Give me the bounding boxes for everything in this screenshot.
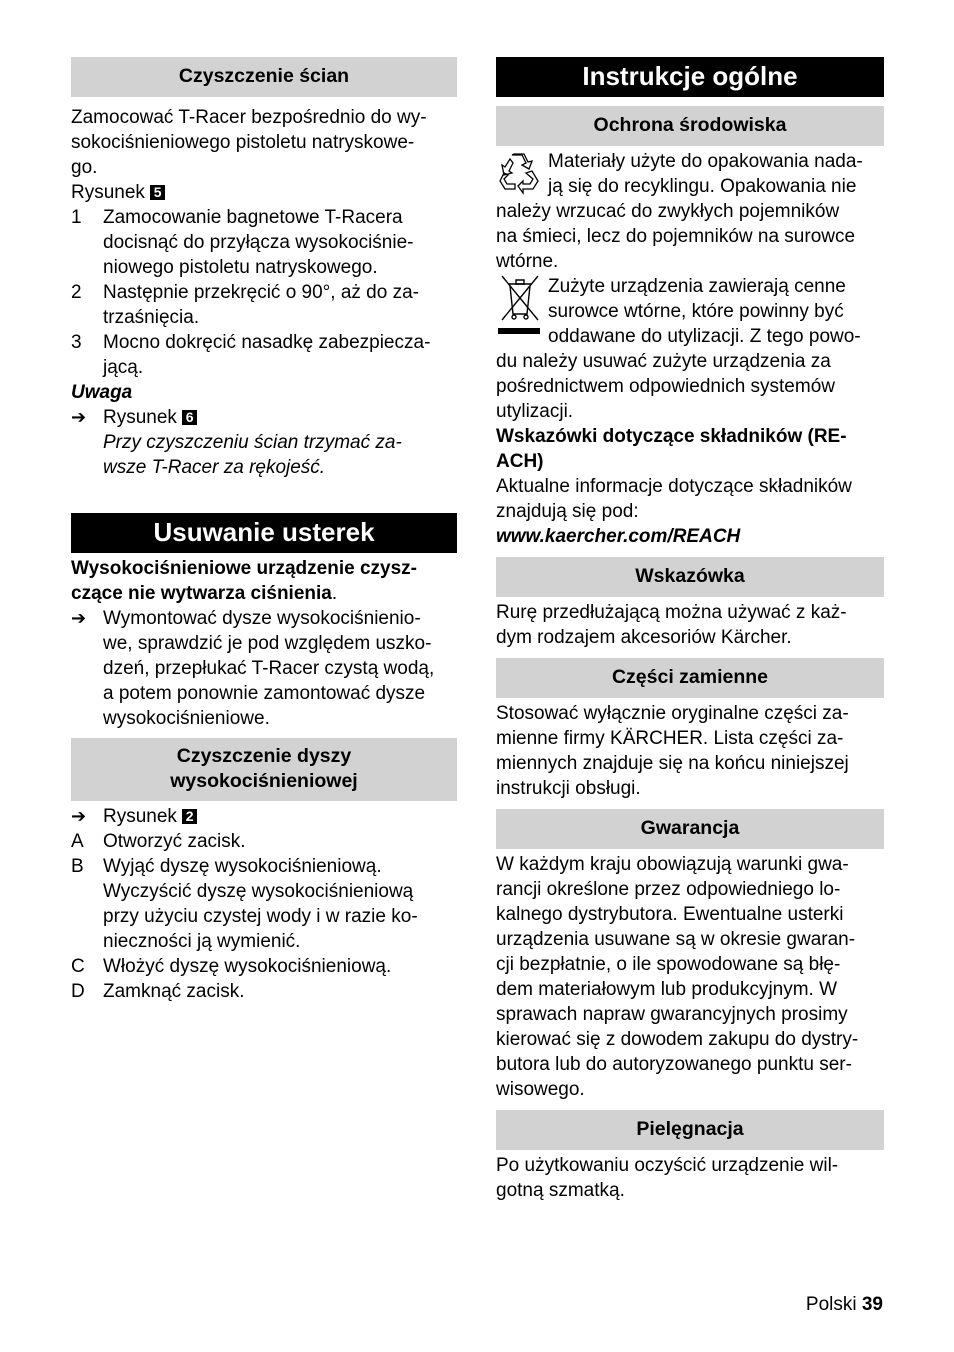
heading-warranty: Gwarancja [496, 809, 884, 849]
heading-care: Pielęgnacja [496, 1110, 884, 1150]
spare-parts-line: Stosować wyłącznie oryginalne części za- [496, 703, 849, 724]
warranty-line: kierować się z dowodem zakupu do dystry- [496, 1029, 859, 1050]
page-footer [806, 1294, 883, 1316]
warranty-line: wisowego. [496, 1079, 585, 1100]
step-2: 2 Następnie przekręcić o 90°, aż do za- trzaśnięcia. [71, 282, 419, 328]
nozzle-figure-ref: ➔ Rysunek 2 [71, 804, 457, 829]
step-b: B Wyjąć dyszę wysokociśnieniową. Wyczyścić dyszę wysokociśnieniową przy użyciu czystej wody i w razie ko- nieczności ją wymienić. [71, 856, 418, 952]
warranty-line: rancji określone przez odpowiedniego lo- [496, 879, 841, 900]
warranty-line: sprawach napraw gwarancyjnych prosimy [496, 1004, 848, 1025]
warranty-line: W każdym kraju obowiązują warunki gwa- [496, 854, 849, 875]
note-text: Przy czyszczeniu ścian trzymać za- wsze T-Racer za rękojeść. [103, 432, 402, 478]
arrow-right-icon: ➔ [71, 608, 87, 628]
intro-line: sokociśnieniowego pistoletu natryskowe- [71, 132, 415, 153]
footer-language: Polski [805, 1294, 857, 1315]
step-1: 1 Zamocowanie bagnetowe T-Racera docisnąć do przyłącza wysokociśnie- niowego pistoletu natryskowego. [71, 207, 414, 278]
step-c: C Włożyć dyszę wysokociśnieniową. [71, 956, 392, 977]
intro-line: go. [71, 157, 98, 178]
intro-line: Zamocować T-Racer bezpośrednio do wy- [71, 107, 427, 128]
warranty-line: cji bezpłatnie, o ile spowodowane są błę- [496, 954, 841, 975]
reach-text: Aktualne informacje dotyczące składników [496, 476, 852, 497]
spare-parts-line: instrukcji obsługi. [496, 778, 641, 799]
step-3: 3 Mocno dokręcić nasadkę zabezpiecza- jącą. [71, 332, 431, 378]
recycling-paragraph: Materiały użyte do opakowania nada- ją się do recyklingu. Opakowania nie należy wrzucać do zwykłych pojemników na śmieci, lecz do pojemników na surowce wtórne. [496, 151, 863, 272]
recycle-icon [496, 149, 544, 199]
figure-ref: Rysunek 5 [71, 180, 457, 205]
page-number: 39 [861, 1294, 883, 1315]
figure-number-box: 5 [150, 185, 165, 200]
warranty-line: dem materiałowym lub produkcyjnym. W [496, 979, 838, 1000]
spare-parts-line: mienne firmy KÄRCHER. Lista części za- [496, 728, 844, 749]
problem-line: Wysokociśnieniowe urządzenie czysz- [71, 558, 417, 579]
reach-heading: ACH) [496, 451, 544, 472]
care-line: Po użytkowaniu oczyścić urządzenie wil- [496, 1155, 839, 1176]
note-figure-ref: ➔ Rysunek 6 [71, 405, 457, 430]
left-column [71, 57, 457, 1004]
step-a: A Otworzyć zacisk. [71, 831, 246, 852]
heading-nozzle-cleaning: Czyszczenie dyszy wysokociśnieniowej [71, 738, 457, 801]
note-label: Uwaga [71, 382, 133, 403]
warranty-line: urządzenia usuwane są w okresie gwaran- [496, 929, 856, 950]
hint-line: dym rodzajem akcesoriów Kärcher. [496, 627, 792, 648]
heading-environment: Ochrona środowiska [496, 106, 884, 146]
care-line: gotną szmatką. [496, 1180, 625, 1201]
reach-link[interactable]: www.kaercher.com/REACH [496, 526, 741, 547]
warranty-line: butora lub do autoryzowanego punktu ser- [496, 1054, 852, 1075]
heading-troubleshooting: Usuwanie usterek [71, 513, 457, 553]
spare-parts-line: miennych znajduje się na końcu niniejszej [496, 753, 849, 774]
weee-paragraph: Zużyte urządzenia zawierają cenne surowce wtórne, które powinny być oddawane do utylizacji. Z tego powo- du należy usuwać zużyte urządzenia za pośrednictwem odpowiednich systemów utylizacji. [496, 276, 861, 422]
heading-hint: Wskazówka [496, 557, 884, 597]
crossed-bin-icon [496, 274, 544, 338]
figure-number-box: 6 [182, 410, 197, 425]
heading-general-instructions: Instrukcje ogólne [496, 57, 884, 97]
figure-number-box: 2 [182, 809, 197, 824]
warranty-line: kalnego dystrybutora. Ewentualne usterki [496, 904, 844, 925]
heading-cleaning-walls: Czyszczenie ścian [71, 57, 457, 97]
reach-heading: Wskazówki dotyczące składników (RE- [496, 426, 847, 447]
problem-line: czące nie wytwarza ciśnienia. [71, 583, 338, 604]
step-d: D Zamknąć zacisk. [71, 981, 245, 1002]
arrow-right-icon: ➔ [71, 806, 87, 826]
hint-line: Rurę przedłużającą można używać z każ- [496, 602, 847, 623]
reach-text: znajdują się pod: [496, 501, 639, 522]
remedy: ➔ Wymontować dysze wysokociśnienio- we, sprawdzić je pod względem uszko- dzeń, przepłukać T-Racer czystą wodą, a potem ponownie zamontować dysze wysokociśnieniowe. [71, 608, 435, 729]
heading-spare-parts: Części zamienne [496, 658, 884, 698]
right-column [496, 57, 884, 1203]
arrow-right-icon: ➔ [71, 407, 87, 427]
